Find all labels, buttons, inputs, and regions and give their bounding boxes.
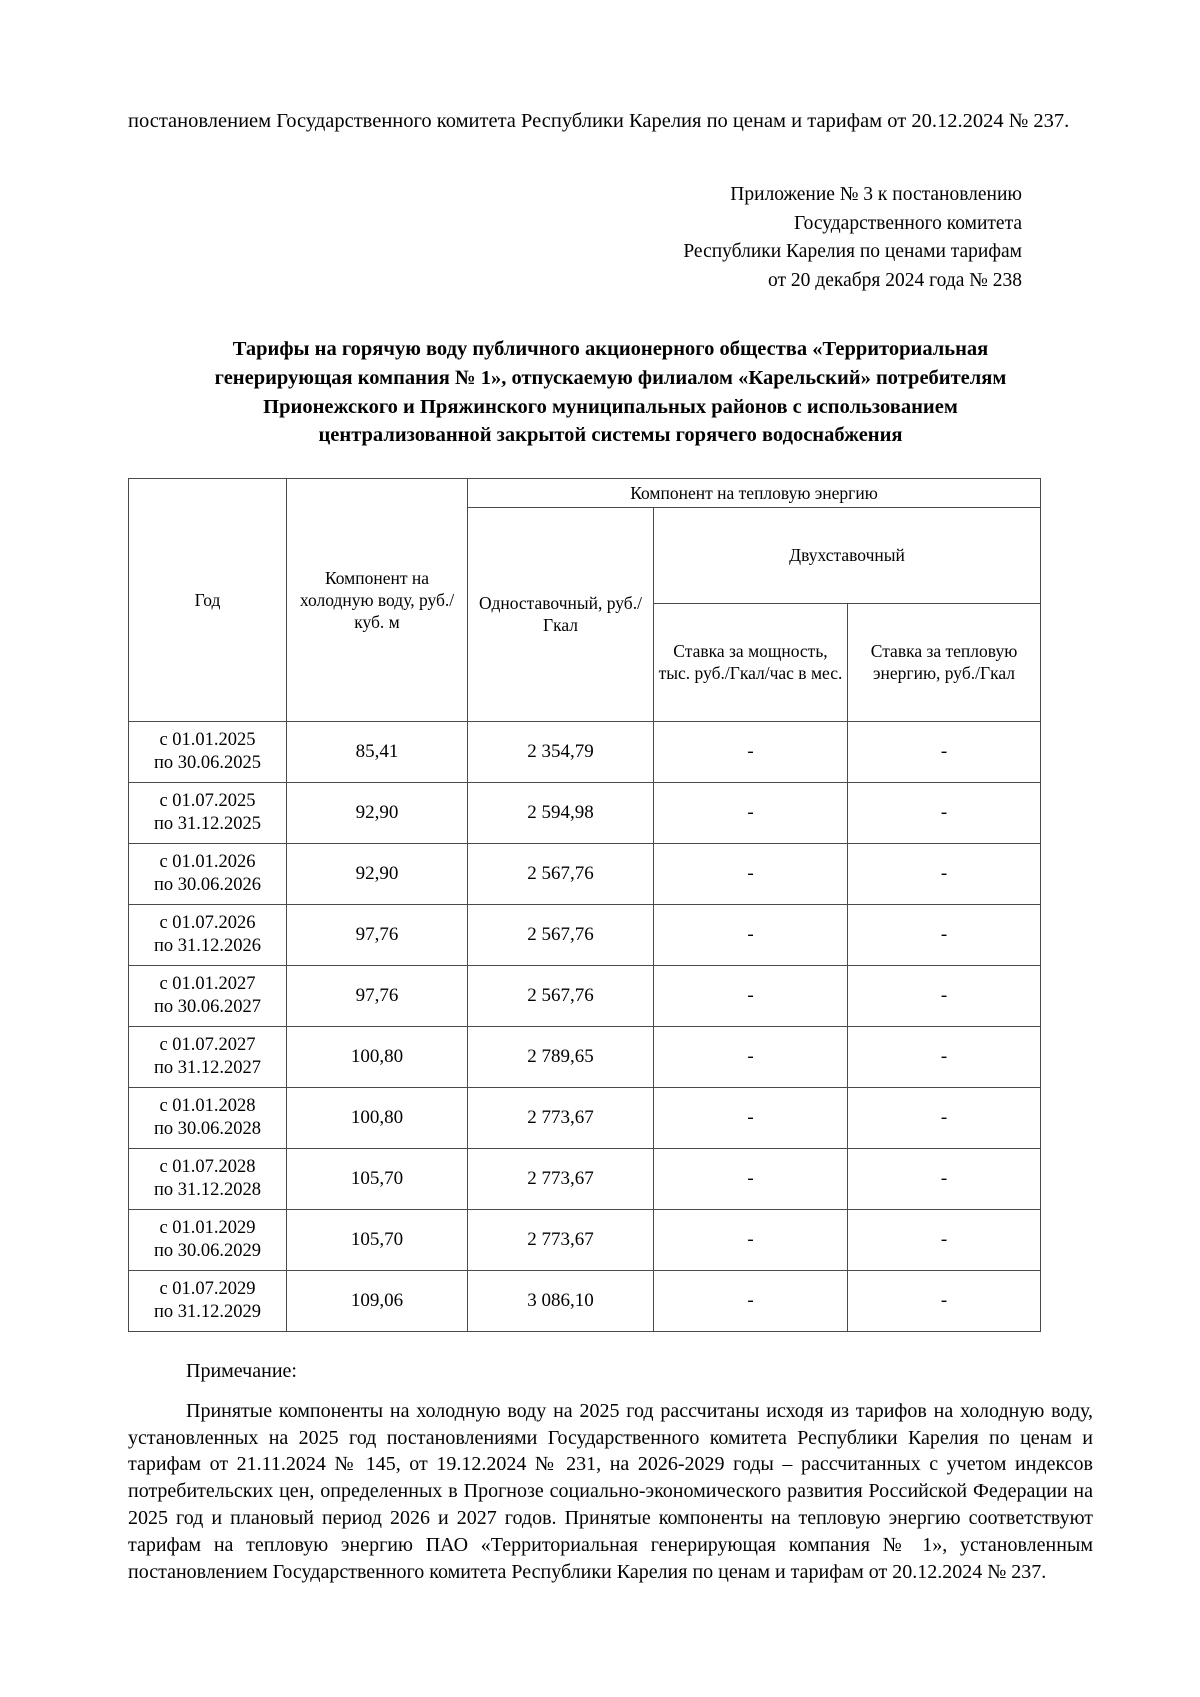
cell-energy-rate: -: [848, 1209, 1041, 1270]
table-header-row-1: [129, 478, 1041, 507]
cell-energy-rate: -: [848, 782, 1041, 843]
period-from: с 01.01.2027: [159, 973, 256, 994]
period-from: с 01.07.2028: [159, 1156, 256, 1177]
cell-period: [129, 1148, 287, 1209]
cell-energy-rate: -: [848, 904, 1041, 965]
table-row: [129, 1270, 1041, 1331]
header-thermal-energy: Компонент на тепловую энергию: [468, 478, 1041, 507]
cell-capacity-rate: -: [654, 843, 848, 904]
period-to: по 30.06.2027: [153, 996, 262, 1017]
cell-period: [129, 1209, 287, 1270]
cell-period: [129, 1087, 287, 1148]
header-capacity-rate: Ставка за мощность, тыс. руб./Гкал/час в мес.: [654, 603, 848, 721]
cell-capacity-rate: -: [654, 1148, 848, 1209]
cell-capacity-rate: -: [654, 721, 848, 782]
cell-cold-water: 97,76: [287, 965, 468, 1026]
cell-energy-rate: -: [848, 721, 1041, 782]
table-row: [129, 782, 1041, 843]
period-to: по 30.06.2028: [153, 1118, 262, 1139]
header-single-rate: Одноставочный, руб./Гкал: [468, 507, 654, 721]
cell-single-rate: 2 567,76: [468, 843, 654, 904]
cell-energy-rate: -: [848, 1026, 1041, 1087]
period-from: с 01.01.2028: [159, 1095, 256, 1116]
cell-capacity-rate: -: [654, 1270, 848, 1331]
cell-cold-water: 105,70: [287, 1209, 468, 1270]
cell-energy-rate: -: [848, 843, 1041, 904]
period-to: по 31.12.2028: [153, 1179, 262, 1200]
table-row: [129, 1087, 1041, 1148]
cell-capacity-rate: -: [654, 1087, 848, 1148]
table-row: [129, 1209, 1041, 1270]
period-to: по 30.06.2026: [153, 874, 262, 895]
period-from: с 01.01.2029: [159, 1217, 256, 1238]
cell-period: [129, 782, 287, 843]
cell-single-rate: 2 773,67: [468, 1087, 654, 1148]
period-to: по 31.12.2025: [153, 813, 262, 834]
cell-cold-water: 92,90: [287, 782, 468, 843]
note-body: Принятые компоненты на холодную воду на 2025 год рассчитаны исходя из тарифов на холодную воду, установленных на 2025 год постановлениями Государственного комитета Республики Карелия по ценам и тарифам от 21.11.2024 № 145, от 19.12.2024 № 231, на 2026-2029 годы – рассчитанных с учетом индексов потребительских цен, определенных в Прогнозе социально-экономического развития Российской Федерации на 2025 год и плановый период 2026 и 2027 годов. Принятые компоненты на тепловую энергию соответствуют тарифам на тепловую энергию ПАО «Территориальная генерирующая компания № 1», установленным постановлением Государственного комитета Республики Карелия по ценам и тарифам от 20.12.2024 № 237.: [128, 1399, 1093, 1583]
cell-cold-water: 97,76: [287, 904, 468, 965]
tariff-table-head: [129, 478, 1041, 721]
header-cold-water: Компонент на холодную воду, руб./куб. м: [287, 478, 468, 721]
cell-single-rate: 2 354,79: [468, 721, 654, 782]
cell-single-rate: 2 773,67: [468, 1209, 654, 1270]
tariff-table: [128, 478, 1041, 1332]
cell-period: [129, 721, 287, 782]
cell-single-rate: 2 789,65: [468, 1026, 654, 1087]
period-from: с 01.07.2029: [159, 1278, 256, 1299]
period-from: с 01.07.2026: [159, 912, 256, 933]
appendix-line-3: Республики Карелия по ценами тарифам: [683, 241, 1022, 263]
cell-cold-water: 105,70: [287, 1148, 468, 1209]
note-label: Примечание:: [186, 1359, 297, 1382]
tariff-table-body: [129, 721, 1041, 1331]
header-energy-rate: Ставка за тепловую энергию, руб./Гкал: [848, 603, 1041, 721]
cell-energy-rate: -: [848, 965, 1041, 1026]
cell-cold-water: 92,90: [287, 843, 468, 904]
cell-single-rate: 3 086,10: [468, 1270, 654, 1331]
period-from: с 01.07.2025: [159, 790, 256, 811]
cell-cold-water: 85,41: [287, 721, 468, 782]
cell-energy-rate: -: [848, 1087, 1041, 1148]
cell-capacity-rate: -: [654, 1026, 848, 1087]
table-row: [129, 1026, 1041, 1087]
cell-period: [129, 1270, 287, 1331]
table-row: [129, 904, 1041, 965]
page-title-line-1: Тарифы на горячую воду публичного акционерного общества «Территориальная: [232, 338, 989, 361]
period-to: по 31.12.2026: [153, 935, 262, 956]
continuation-paragraph: постановлением Государственного комитета Республики Карелия по ценам и тарифам от 20.12.2024 № 237.: [128, 110, 1070, 132]
cell-period: [129, 904, 287, 965]
page-title-line-2: генерирующая компания № 1», отпускаемую филиалом «Карельский» потребителям: [214, 366, 1007, 389]
table-row: [129, 843, 1041, 904]
page-title-line-4: централизованной закрытой системы горячего водоснабжения: [318, 424, 903, 447]
page-title: [128, 335, 1095, 450]
cell-capacity-rate: -: [654, 965, 848, 1026]
cell-single-rate: 2 567,76: [468, 904, 654, 965]
cell-capacity-rate: -: [654, 904, 848, 965]
period-from: с 01.01.2026: [159, 851, 256, 872]
table-row: [129, 1148, 1041, 1209]
cell-period: [129, 1026, 287, 1087]
cell-period: [129, 965, 287, 1026]
period-to: по 31.12.2027: [153, 1057, 262, 1078]
cell-single-rate: 2 567,76: [468, 965, 654, 1026]
period-to: по 30.06.2029: [153, 1240, 262, 1261]
period-from: с 01.07.2027: [159, 1034, 256, 1055]
period-to: по 30.06.2025: [153, 752, 262, 773]
cell-energy-rate: -: [848, 1270, 1041, 1331]
period-to: по 31.12.2029: [153, 1301, 262, 1322]
cell-single-rate: 2 594,98: [468, 782, 654, 843]
table-row: [129, 721, 1041, 782]
cell-cold-water: 100,80: [287, 1026, 468, 1087]
table-row: [129, 965, 1041, 1026]
appendix-line-1: Приложение № 3 к постановлению: [730, 184, 1022, 206]
appendix-reference-block: [128, 181, 1095, 295]
cell-cold-water: 100,80: [287, 1087, 468, 1148]
cell-period: [129, 843, 287, 904]
header-year: Год: [129, 478, 287, 721]
page-title-line-3: Прионежского и Пряжинского муниципальных районов с использованием: [263, 395, 958, 418]
period-from: с 01.01.2025: [159, 729, 256, 750]
cell-capacity-rate: -: [654, 782, 848, 843]
cell-capacity-rate: -: [654, 1209, 848, 1270]
cell-cold-water: 109,06: [287, 1270, 468, 1331]
cell-energy-rate: -: [848, 1148, 1041, 1209]
appendix-line-4: от 20 декабря 2024 года № 238: [768, 269, 1022, 291]
appendix-line-2: Государственного комитета: [794, 212, 1022, 234]
cell-single-rate: 2 773,67: [468, 1148, 654, 1209]
header-two-rate: Двухставочный: [654, 507, 1041, 603]
